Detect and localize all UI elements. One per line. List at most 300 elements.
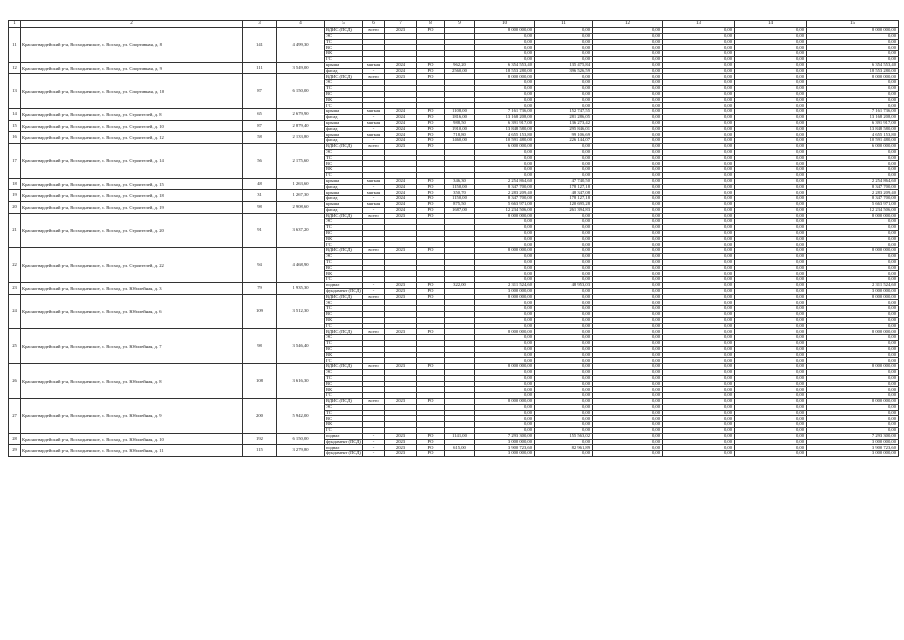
- total-area: 6 150,00: [277, 74, 325, 109]
- cell-v12: 0,00: [593, 213, 663, 219]
- cell-v11: 0,00: [535, 56, 593, 62]
- cell-v11: 0,00: [535, 225, 593, 231]
- cell-y: 2023: [385, 399, 417, 405]
- cell-v13: 0,00: [663, 346, 735, 352]
- cell-k: ЭС: [325, 33, 363, 39]
- cell-v14: 0,00: [735, 335, 807, 341]
- cell-y: 2024: [385, 196, 417, 202]
- cell-v12: 0,00: [593, 416, 663, 422]
- capital-repair-table: [8, 20, 899, 457]
- cell-r: РО: [417, 126, 445, 132]
- cell-v13: 0,00: [663, 155, 735, 161]
- address-cell: [21, 190, 243, 202]
- cell-v13: 0,00: [663, 39, 735, 45]
- cell-v15: 0,00: [807, 33, 899, 39]
- cell-v10: 0,00: [475, 312, 535, 318]
- cell-v11: 0,00: [535, 248, 593, 254]
- row-number: 20: [9, 201, 21, 213]
- cell-v11: 396 526,59: [535, 68, 593, 74]
- cell-v13: 0,00: [663, 132, 735, 138]
- cell-m: мягкая: [363, 109, 385, 115]
- cell-k: фундамент (ПСД): [326, 450, 361, 456]
- cell-k: крыша: [325, 178, 363, 184]
- cell-k: фасад: [325, 114, 363, 120]
- cell-v13: 0,00: [663, 68, 735, 74]
- cell-v10: 0,00: [475, 271, 535, 277]
- cell-m: -: [363, 451, 385, 457]
- cell-v11: 0,00: [535, 167, 593, 173]
- cell-v11: 0,00: [535, 358, 593, 364]
- cell-m: -: [363, 283, 385, 289]
- cell-v12: 0,00: [593, 161, 663, 167]
- cell-v14: 0,00: [735, 364, 807, 370]
- cell-v15: 0,00: [807, 39, 899, 45]
- cell-v13: 0,00: [663, 45, 735, 51]
- cell-v15: 8 347 700,00: [807, 184, 899, 190]
- cell-v14: 0,00: [735, 114, 807, 120]
- cell-v12: 0,00: [593, 294, 663, 300]
- cell-k: ТС: [325, 375, 363, 381]
- address-prefix: Красногвардейский р-н, Восходненское, с. Восход, ул.: [22, 227, 130, 233]
- address-cell: [21, 283, 243, 295]
- cell-v13: 0,00: [663, 236, 735, 242]
- cell-k: ВК: [325, 271, 363, 277]
- cell-m: всего: [363, 294, 385, 300]
- cell-r: РО: [417, 445, 445, 451]
- address-prefix: Красногвардейский р-н, Восходненское, с. Восход, ул.: [22, 158, 130, 164]
- cell-v15: 4 655 153,80: [807, 132, 899, 138]
- cell-v10: 0,00: [475, 422, 535, 428]
- cell-a: 875,50: [445, 201, 475, 207]
- cell-v15: 0,00: [807, 230, 899, 236]
- cell-v12: 0,00: [593, 85, 663, 91]
- cell-v10: 0,00: [475, 387, 535, 393]
- cell-v11: 178 127,18: [535, 196, 593, 202]
- cell-v15: 0,00: [807, 45, 899, 51]
- cell-v12: 0,00: [593, 254, 663, 260]
- cell-v11: 0,00: [535, 439, 593, 445]
- cell-v10: 0,00: [475, 172, 535, 178]
- column-header: 6: [363, 21, 385, 28]
- cell-v15: 0,00: [807, 97, 899, 103]
- address-cell: [21, 248, 243, 283]
- cell-r: РО: [417, 28, 445, 34]
- cell-m: мягкая: [363, 190, 385, 196]
- cell-v14: 0,00: [735, 172, 807, 178]
- cell-v11: 281 286,05: [535, 114, 593, 120]
- cell-v10: 0,00: [475, 45, 535, 51]
- cell-r: РО: [417, 288, 445, 294]
- address-street: Строителей, д. 15: [129, 181, 164, 187]
- cell-v13: 0,00: [663, 265, 735, 271]
- cell-v14: 0,00: [735, 277, 807, 283]
- row-number: 17: [9, 143, 21, 178]
- cell-v15: 3 900 723,60: [807, 445, 899, 451]
- address-prefix: Красногвардейский р-н, Восходненское, с. Восход, ул.: [22, 88, 130, 94]
- cell-v11: 120 695,28: [535, 201, 593, 207]
- address-prefix: Красногвардейский р-н, Восходненское, с. Восход, ул.: [22, 111, 130, 117]
- cell-v10: 0,00: [475, 265, 535, 271]
- cell-k: ЭС: [325, 404, 363, 410]
- cell-v10: 8 000 000,00: [475, 329, 535, 335]
- cell-m: -: [363, 288, 385, 294]
- cell-m: мягкая: [363, 201, 385, 207]
- cell-v11: 0,00: [535, 312, 593, 318]
- total-area: 3 549,00: [277, 62, 325, 74]
- apartments-count: 56: [243, 143, 277, 178]
- column-header: 7: [385, 21, 417, 28]
- cell-v15: 7 161 736,00: [807, 109, 899, 115]
- cell-v11: 0,00: [535, 277, 593, 283]
- cell-v15: 0,00: [807, 254, 899, 260]
- cell-v12: 0,00: [593, 190, 663, 196]
- cell-k: ГС: [325, 358, 363, 364]
- cell-k: ВДИС (ПСД): [325, 248, 363, 254]
- cell-v12: 0,00: [593, 248, 663, 254]
- cell-r: РО: [417, 248, 445, 254]
- cell-v14: 0,00: [735, 370, 807, 376]
- cell-v14: 0,00: [735, 433, 807, 439]
- cell-y: 2024: [385, 201, 417, 207]
- cell-y: 2023: [385, 74, 417, 80]
- address-cell: [21, 28, 243, 63]
- cell-y: 2023: [385, 283, 417, 289]
- cell-v10: 13 848 580,00: [475, 126, 535, 132]
- cell-v13: 0,00: [663, 149, 735, 155]
- cell-v15: 0,00: [807, 341, 899, 347]
- cell-a: 1460,00: [445, 138, 475, 144]
- address-prefix: Красногвардейский р-н, Восходненское, с. Восход, ул.: [22, 378, 130, 384]
- address-cell: [21, 120, 243, 132]
- cell-v13: 0,00: [663, 138, 735, 144]
- cell-v10: 4 655 153,80: [475, 132, 535, 138]
- cell-v15: 0,00: [807, 381, 899, 387]
- cell-k: ВДИС (ПСД): [325, 213, 363, 219]
- cell-v15: 0,00: [807, 370, 899, 376]
- cell-v12: 0,00: [593, 259, 663, 265]
- cell-v10: 8 000 000,00: [475, 248, 535, 254]
- cell-v11: 0,00: [535, 300, 593, 306]
- cell-v15: 18 553 280,00: [807, 68, 899, 74]
- cell-a: 322,00: [445, 283, 475, 289]
- cell-m: всего: [363, 74, 385, 80]
- cell-v14: 0,00: [735, 230, 807, 236]
- cell-v12: 0,00: [593, 283, 663, 289]
- apartments-count: 94: [243, 248, 277, 283]
- cell-v10: 0,00: [475, 381, 535, 387]
- cell-r: РО: [417, 196, 445, 202]
- cell-v13: 0,00: [663, 219, 735, 225]
- cell-y: 2024: [385, 190, 417, 196]
- cell-v12: 0,00: [593, 225, 663, 231]
- cell-k: крыша: [325, 190, 363, 196]
- apartments-count: 200: [243, 399, 277, 434]
- cell-v14: 0,00: [735, 271, 807, 277]
- cell-v14: 0,00: [735, 381, 807, 387]
- cell-r: РО: [417, 62, 445, 68]
- cell-v14: 0,00: [735, 288, 807, 294]
- row-number: 23: [9, 283, 21, 295]
- cell-v14: 0,00: [735, 97, 807, 103]
- address-prefix: Красногвардейский р-н, Восходненское, с. Восход, ул.: [22, 193, 130, 199]
- cell-v12: 0,00: [593, 149, 663, 155]
- cell-v14: 0,00: [735, 416, 807, 422]
- cell-r: РО: [417, 74, 445, 80]
- cell-y: 2024: [385, 178, 417, 184]
- total-area: 4 499,30: [277, 28, 325, 63]
- cell-v14: 0,00: [735, 375, 807, 381]
- cell-m: -: [363, 207, 385, 213]
- cell-v12: 0,00: [593, 451, 663, 457]
- cell-r: РО: [417, 201, 445, 207]
- cell-v15: 0,00: [807, 306, 899, 312]
- column-header: 1: [9, 21, 21, 28]
- total-area: 2 133,80: [277, 132, 325, 144]
- cell-v15: 0,00: [807, 167, 899, 173]
- cell-v13: 0,00: [663, 85, 735, 91]
- cell-k: ВК: [325, 51, 363, 57]
- cell-v12: 0,00: [593, 288, 663, 294]
- cell-v11: 0,00: [535, 213, 593, 219]
- cell-m: -: [363, 126, 385, 132]
- cell-v14: 0,00: [735, 445, 807, 451]
- cell-v12: 0,00: [593, 433, 663, 439]
- cell-v13: 0,00: [663, 277, 735, 283]
- cell-v13: 0,00: [663, 271, 735, 277]
- cell-k: ГС: [325, 103, 363, 109]
- cell-v13: 0,00: [663, 364, 735, 370]
- cell-v13: 0,00: [663, 259, 735, 265]
- cell-v13: 0,00: [663, 329, 735, 335]
- document-sheet: [8, 20, 896, 457]
- cell-v13: 0,00: [663, 225, 735, 231]
- cell-v14: 0,00: [735, 80, 807, 86]
- address-prefix: Красногвардейский р-н, Восходненское, с. Восход, ул.: [22, 413, 130, 419]
- cell-v13: 0,00: [663, 439, 735, 445]
- cell-v15: 8 000 000,00: [807, 248, 899, 254]
- cell-k: ЭС: [325, 149, 363, 155]
- cell-v15: 0,00: [807, 323, 899, 329]
- cell-v15: 0,00: [807, 422, 899, 428]
- cell-v15: 0,00: [807, 335, 899, 341]
- cell-v11: 0,00: [535, 427, 593, 433]
- address-cell: [21, 445, 243, 457]
- cell-v15: 0,00: [807, 103, 899, 109]
- cell-r: РО: [417, 120, 445, 126]
- cell-y: 2024: [385, 132, 417, 138]
- cell-a: 1150,00: [445, 196, 475, 202]
- cell-v10: 0,00: [475, 91, 535, 97]
- cell-m: -: [363, 445, 385, 451]
- cell-k: ВДИС (ПСД): [325, 364, 363, 370]
- cell-v15: 0,00: [807, 404, 899, 410]
- total-area: 1 935,30: [277, 283, 325, 295]
- cell-v10: 0,00: [475, 85, 535, 91]
- cell-v14: 0,00: [735, 259, 807, 265]
- cell-v13: 0,00: [663, 445, 735, 451]
- cell-k: фасад: [325, 196, 363, 202]
- cell-v15: 0,00: [807, 317, 899, 323]
- total-area: 2 908,60: [277, 201, 325, 213]
- cell-a: 962,20: [445, 62, 475, 68]
- cell-v10: 0,00: [475, 416, 535, 422]
- cell-v13: 0,00: [663, 410, 735, 416]
- cell-v12: 0,00: [593, 56, 663, 62]
- cell-v14: 0,00: [735, 91, 807, 97]
- cell-r: РО: [417, 207, 445, 213]
- address-street: Юбилейная, д. 7: [129, 343, 162, 349]
- cell-v12: 0,00: [593, 439, 663, 445]
- cell-v11: 0,00: [535, 387, 593, 393]
- cell-v15: 0,00: [807, 387, 899, 393]
- cell-m: всего: [363, 143, 385, 149]
- cell-v10: 0,00: [475, 167, 535, 173]
- cell-v12: 0,00: [593, 317, 663, 323]
- row-number: 29: [9, 445, 21, 457]
- address-street: Юбилейная, д. 8: [129, 378, 162, 384]
- cell-y: 2023: [385, 143, 417, 149]
- cell-v10: 8 000 000,00: [475, 28, 535, 34]
- column-header: 9: [445, 21, 475, 28]
- total-area: 5 942,00: [277, 399, 325, 434]
- cell-y: 2023: [385, 294, 417, 300]
- cell-k: ВС: [325, 312, 363, 318]
- cell-k: ЭС: [325, 80, 363, 86]
- apartments-count: 58: [243, 132, 277, 144]
- cell-v11: 0,00: [535, 219, 593, 225]
- cell-v14: 0,00: [735, 39, 807, 45]
- cell-v11: 0,00: [535, 416, 593, 422]
- cell-v12: 0,00: [593, 265, 663, 271]
- cell-v11: 0,00: [535, 335, 593, 341]
- cell-v10: 3 000 000,00: [475, 439, 535, 445]
- address-street: Строителей, д. 8: [129, 111, 162, 117]
- cell-a: 346,30: [445, 178, 475, 184]
- cell-v15: 8 000 000,00: [807, 399, 899, 405]
- total-area: 3 279,80: [277, 445, 325, 457]
- cell-v13: 0,00: [663, 201, 735, 207]
- cell-v10: 0,00: [475, 323, 535, 329]
- row-number: 21: [9, 213, 21, 248]
- cell-v12: 0,00: [593, 109, 663, 115]
- cell-v12: 0,00: [593, 404, 663, 410]
- cell-v11: 0,00: [535, 230, 593, 236]
- cell-v10: 8 000 000,00: [475, 364, 535, 370]
- cell-v11: 0,00: [535, 271, 593, 277]
- cell-v10: 0,00: [475, 277, 535, 283]
- cell-v14: 0,00: [735, 56, 807, 62]
- address-prefix: Красногвардейский р-н, Восходненское, с. Восход, ул.: [22, 135, 130, 141]
- address-prefix: Красногвардейский р-н, Восходненское, с. Восход, ул.: [22, 65, 130, 71]
- cell-k: ВК: [325, 236, 363, 242]
- cell-k: ВДИС (ПСД): [325, 329, 363, 335]
- cell-v10: 0,00: [475, 51, 535, 57]
- cell-k: ТС: [325, 306, 363, 312]
- cell-v11: 0,00: [535, 236, 593, 242]
- cell-v14: 0,00: [735, 329, 807, 335]
- cell-v10: 6 391 917,00: [475, 120, 535, 126]
- cell-y: 2023: [385, 445, 417, 451]
- cell-v11: 136 273,42: [535, 120, 593, 126]
- address-cell: [21, 74, 243, 109]
- cell-v13: 0,00: [663, 306, 735, 312]
- apartments-count: 192: [243, 433, 277, 445]
- cell-v12: 0,00: [593, 39, 663, 45]
- cell-v10: 8 347 700,00: [475, 184, 535, 190]
- cell-k: ТС: [325, 39, 363, 45]
- cell-k: фасад: [325, 126, 363, 132]
- cell-v11: 0,00: [535, 393, 593, 399]
- cell-v12: 0,00: [593, 427, 663, 433]
- cell-v14: 0,00: [735, 427, 807, 433]
- cell-v15: 0,00: [807, 265, 899, 271]
- cell-v10: 0,00: [475, 219, 535, 225]
- cell-v15: 3 000 000,00: [807, 288, 899, 294]
- cell-v13: 0,00: [663, 120, 735, 126]
- cell-v13: 0,00: [663, 427, 735, 433]
- cell-m: всего: [363, 28, 385, 34]
- address-prefix: Красногвардейский р-н, Восходненское, с. Восход, ул.: [22, 204, 130, 210]
- column-header: 10: [475, 21, 535, 28]
- cell-v13: 0,00: [663, 451, 735, 457]
- cell-v12: 0,00: [593, 207, 663, 213]
- cell-v10: 3 000 000,00: [475, 451, 535, 457]
- apartments-count: 87: [243, 74, 277, 109]
- cell-v14: 0,00: [735, 167, 807, 173]
- cell-k: фасад: [325, 138, 363, 144]
- address-street: Строителей, д. 14: [129, 158, 164, 164]
- cell-k: крыша: [325, 132, 363, 138]
- apartments-count: 108: [243, 364, 277, 399]
- total-area: 4 468,90: [277, 248, 325, 283]
- cell-v12: 0,00: [593, 120, 663, 126]
- cell-k: ВДИС (ПСД): [325, 143, 363, 149]
- cell-k: ВС: [325, 381, 363, 387]
- total-area: 2 175,60: [277, 143, 325, 178]
- cell-v12: 0,00: [593, 172, 663, 178]
- cell-v13: 0,00: [663, 387, 735, 393]
- cell-v13: 0,00: [663, 404, 735, 410]
- cell-k: ГС: [325, 242, 363, 248]
- cell-v14: 0,00: [735, 439, 807, 445]
- cell-v15: 2 254 864,60: [807, 178, 899, 184]
- cell-v12: 0,00: [593, 410, 663, 416]
- cell-v11: 0,00: [535, 404, 593, 410]
- apartments-count: 98: [243, 201, 277, 213]
- cell-y: 2023: [385, 451, 417, 457]
- cell-y: 2023: [385, 439, 417, 445]
- cell-v11: 0,00: [535, 80, 593, 86]
- cell-v11: 0,00: [535, 352, 593, 358]
- cell-v15: 0,00: [807, 225, 899, 231]
- cell-v12: 0,00: [593, 352, 663, 358]
- address-street: Юбилейная, д. 3: [129, 285, 162, 291]
- cell-k: фасад: [325, 184, 363, 190]
- cell-v11: 155 563,02: [535, 433, 593, 439]
- cell-v11: 0,00: [535, 45, 593, 51]
- cell-v10: 0,00: [475, 306, 535, 312]
- cell-v12: 0,00: [593, 242, 663, 248]
- cell-v14: 0,00: [735, 196, 807, 202]
- cell-v15: 6 391 917,00: [807, 120, 899, 126]
- cell-v12: 0,00: [593, 341, 663, 347]
- cell-v13: 0,00: [663, 178, 735, 184]
- cell-v14: 0,00: [735, 132, 807, 138]
- cell-v10: 0,00: [475, 155, 535, 161]
- cell-v13: 0,00: [663, 143, 735, 149]
- apartments-count: 111: [243, 62, 277, 74]
- cell-a: 1141,00: [445, 433, 475, 439]
